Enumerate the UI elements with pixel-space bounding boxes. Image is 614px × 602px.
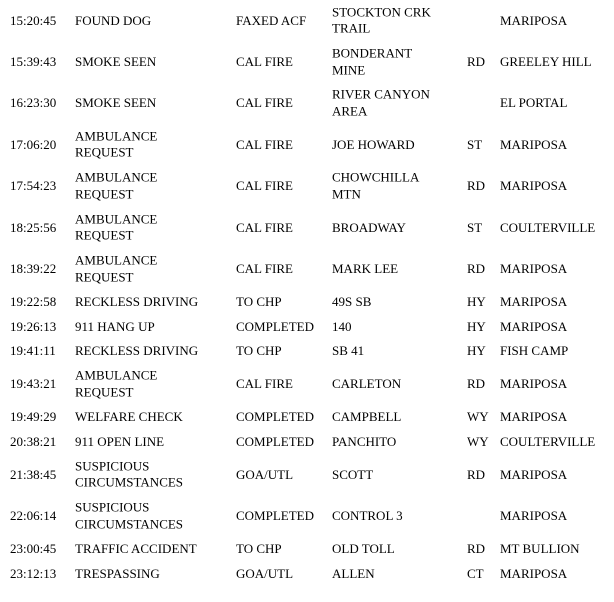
call-time: 23:12:13 xyxy=(10,565,57,581)
call-time: 19:49:29 xyxy=(10,408,57,424)
call-time: 17:06:20 xyxy=(10,136,57,152)
table-row xyxy=(0,495,614,536)
table-row xyxy=(0,364,614,405)
street-suffix: RD xyxy=(467,466,486,482)
city-name: MT BULLION xyxy=(500,540,580,556)
call-type: TRESPASSING xyxy=(75,565,160,581)
call-disposition: CAL FIRE xyxy=(236,178,293,193)
call-type: AMBULANCE REQUEST xyxy=(75,367,158,400)
street-name: BONDERANT MINE xyxy=(332,45,413,78)
street-suffix: ST xyxy=(467,136,483,152)
call-time: 21:38:45 xyxy=(10,466,57,482)
city-name: MARIPOSA xyxy=(500,260,568,276)
call-time: 20:38:21 xyxy=(10,433,57,449)
street-name: RIVER CANYON AREA xyxy=(332,86,430,119)
call-disposition: COMPLETED xyxy=(236,433,314,449)
table-row xyxy=(0,430,614,455)
city-name: EL PORTAL xyxy=(500,95,568,111)
call-time: 15:20:45 xyxy=(10,12,57,28)
city-name: MARIPOSA xyxy=(500,318,568,334)
call-disposition: COMPLETED xyxy=(236,507,314,523)
street-name: SB 41 xyxy=(332,342,365,358)
street-suffix: WY xyxy=(467,408,489,424)
call-type: 911 OPEN LINE xyxy=(75,433,165,449)
call-time: 16:23:30 xyxy=(10,95,57,111)
table-row xyxy=(0,537,614,562)
call-disposition: TO CHP xyxy=(236,540,282,556)
table-row xyxy=(0,0,614,41)
city-name: MARIPOSA xyxy=(500,12,568,28)
call-time: 15:39:43 xyxy=(10,53,57,69)
street-suffix: RD xyxy=(467,178,486,193)
call-type: WELFARE CHECK xyxy=(75,408,183,424)
city-name: MARIPOSA xyxy=(500,136,568,152)
call-time: 18:25:56 xyxy=(10,219,57,235)
table-row xyxy=(0,339,614,364)
table-row xyxy=(0,314,614,339)
city-name: MARIPOSA xyxy=(500,466,568,482)
table-row xyxy=(0,83,614,124)
street-suffix: HY xyxy=(467,318,486,334)
city-name: MARIPOSA xyxy=(500,293,568,309)
street-name: SCOTT xyxy=(332,466,374,482)
street-name: 140 xyxy=(332,318,352,334)
street-suffix: RD xyxy=(467,540,486,556)
street-suffix: HY xyxy=(467,342,486,358)
call-disposition: GOA/UTL xyxy=(236,565,294,581)
call-disposition: CAL FIRE xyxy=(236,219,293,235)
street-suffix: RD xyxy=(467,260,486,276)
table-row xyxy=(0,405,614,430)
street-name: PANCHITO xyxy=(332,433,397,449)
city-name: MARIPOSA xyxy=(500,178,568,193)
city-name: FISH CAMP xyxy=(500,342,569,358)
street-name: CARLETON xyxy=(332,375,402,391)
table-row xyxy=(0,561,614,586)
call-type: RECKLESS DRIVING xyxy=(75,293,199,309)
street-name: BROADWAY xyxy=(332,219,406,235)
call-disposition: COMPLETED xyxy=(236,408,314,424)
call-type: TRAFFIC ACCIDENT xyxy=(75,540,197,556)
call-disposition: FAXED ACF xyxy=(236,12,307,28)
call-type: SUSPICIOUS CIRCUMSTANCES xyxy=(75,499,184,532)
city-name: MARIPOSA xyxy=(500,507,568,523)
call-type: AMBULANCE REQUEST xyxy=(75,169,158,202)
call-type: FOUND DOG xyxy=(75,12,152,28)
call-disposition: TO CHP xyxy=(236,293,282,309)
call-time: 17:54:23 xyxy=(10,178,57,193)
table-row xyxy=(0,248,614,289)
call-disposition: COMPLETED xyxy=(236,318,314,334)
street-name: CAMPBELL xyxy=(332,408,402,424)
street-name: CONTROL 3 xyxy=(332,507,403,523)
call-disposition: CAL FIRE xyxy=(236,95,293,111)
street-name: STOCKTON CRK TRAIL xyxy=(332,4,431,36)
call-disposition: CAL FIRE xyxy=(236,260,293,276)
call-time: 18:39:22 xyxy=(10,260,57,276)
call-disposition: CAL FIRE xyxy=(236,53,293,69)
call-type: AMBULANCE REQUEST xyxy=(75,211,158,243)
street-suffix: ST xyxy=(467,219,483,235)
call-type: SMOKE SEEN xyxy=(75,95,157,111)
call-type: SMOKE SEEN xyxy=(75,53,157,69)
call-disposition: TO CHP xyxy=(236,342,282,358)
street-name: OLD TOLL xyxy=(332,540,395,556)
table-row xyxy=(0,41,614,82)
street-suffix: CT xyxy=(467,565,484,581)
street-suffix: RD xyxy=(467,53,486,69)
city-name: MARIPOSA xyxy=(500,375,568,391)
street-name: ALLEN xyxy=(332,565,375,581)
call-type: 911 HANG UP xyxy=(75,318,155,334)
street-name: CHOWCHILLA MTN xyxy=(332,169,420,202)
street-suffix: HY xyxy=(467,293,486,309)
table-row xyxy=(0,454,614,495)
call-type: SUSPICIOUS CIRCUMSTANCES xyxy=(75,458,184,490)
call-type: RECKLESS DRIVING xyxy=(75,342,199,358)
call-type: AMBULANCE REQUEST xyxy=(75,128,158,160)
city-name: COULTERVILLE xyxy=(500,219,596,235)
city-name: MARIPOSA xyxy=(500,408,568,424)
table-row xyxy=(0,290,614,315)
table-row xyxy=(0,166,614,207)
call-time: 19:26:13 xyxy=(10,318,57,334)
street-name: 49S SB xyxy=(332,293,372,309)
call-disposition: CAL FIRE xyxy=(236,136,293,152)
call-time: 19:41:11 xyxy=(10,342,56,358)
street-suffix: RD xyxy=(467,375,486,391)
street-suffix: WY xyxy=(467,433,489,449)
city-name: GREELEY HILL xyxy=(500,53,592,69)
street-name: MARK LEE xyxy=(332,260,399,276)
table-row xyxy=(0,207,614,248)
call-disposition: CAL FIRE xyxy=(236,375,293,391)
call-time: 19:43:21 xyxy=(10,375,57,391)
call-time: 23:00:45 xyxy=(10,540,57,556)
street-name: JOE HOWARD xyxy=(332,136,415,152)
call-type: AMBULANCE REQUEST xyxy=(75,252,158,285)
call-disposition: GOA/UTL xyxy=(236,466,294,482)
call-time: 19:22:58 xyxy=(10,293,57,309)
city-name: COULTERVILLE xyxy=(500,433,596,449)
table-row xyxy=(0,124,614,165)
call-time: 22:06:14 xyxy=(10,507,57,523)
city-name: MARIPOSA xyxy=(500,565,568,581)
